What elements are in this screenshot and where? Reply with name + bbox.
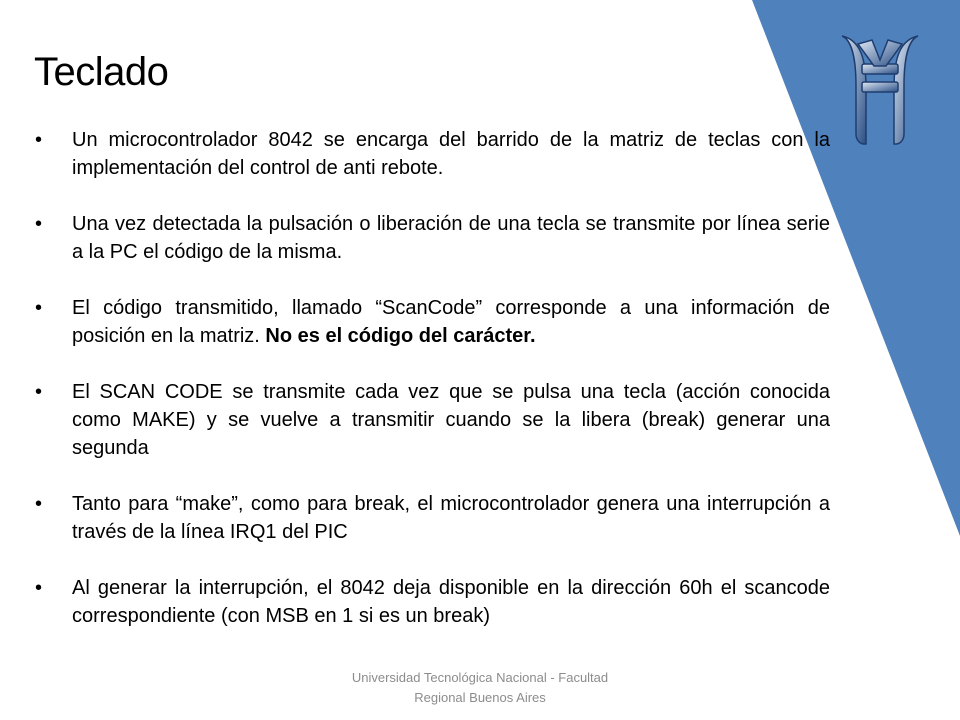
list-item bbox=[30, 490, 830, 546]
bullet-text: Tanto para “make”, como para break, el microcontrolador genera una interrupción a través de la línea IRQ1 del PIC bbox=[72, 493, 830, 543]
bullet-dot: • bbox=[35, 129, 43, 151]
utn-logo-icon bbox=[832, 30, 928, 146]
bullet-bold-text: No es el código del carácter. bbox=[265, 325, 536, 347]
list-item bbox=[30, 210, 830, 266]
bullet-dot: • bbox=[35, 493, 43, 515]
bullet-dot: • bbox=[35, 381, 43, 403]
bullet-text: El SCAN CODE se transmite cada vez que se pulsa una tecla (acción conocida como MAKE) y se vuelve a transmitir cuando se la libera (break) generar una segunda bbox=[72, 381, 830, 459]
bullet-text: Al generar la interrupción, el 8042 deja disponible en la dirección 60h el scancode correspondiente (con MSB en 1 si es un break) bbox=[72, 577, 830, 627]
footer-line-1: Universidad Tecnológica Nacional - Facultad bbox=[351, 670, 609, 685]
bullet-text: Una vez detectada la pulsación o liberación de una tecla se transmite por línea serie a la PC el código de la misma. bbox=[72, 213, 830, 263]
bullet-dot: • bbox=[35, 297, 43, 319]
list-item bbox=[30, 126, 830, 182]
list-item bbox=[30, 574, 830, 630]
bullet-list bbox=[30, 126, 830, 658]
list-item bbox=[30, 294, 830, 350]
list-item bbox=[30, 378, 830, 462]
bullet-dot: • bbox=[35, 577, 43, 599]
bullet-text: Un microcontrolador 8042 se encarga del barrido de la matriz de teclas con la implementación del control de anti rebote. bbox=[72, 129, 830, 179]
slide-title: Teclado bbox=[34, 50, 169, 94]
footer-line-2: Regional Buenos Aires bbox=[414, 690, 546, 705]
footer bbox=[330, 668, 630, 708]
bullet-text: El código transmitido, llamado “ScanCode” corresponde a una información de posición en la matriz. bbox=[72, 297, 830, 347]
bullet-dot: • bbox=[35, 213, 43, 235]
